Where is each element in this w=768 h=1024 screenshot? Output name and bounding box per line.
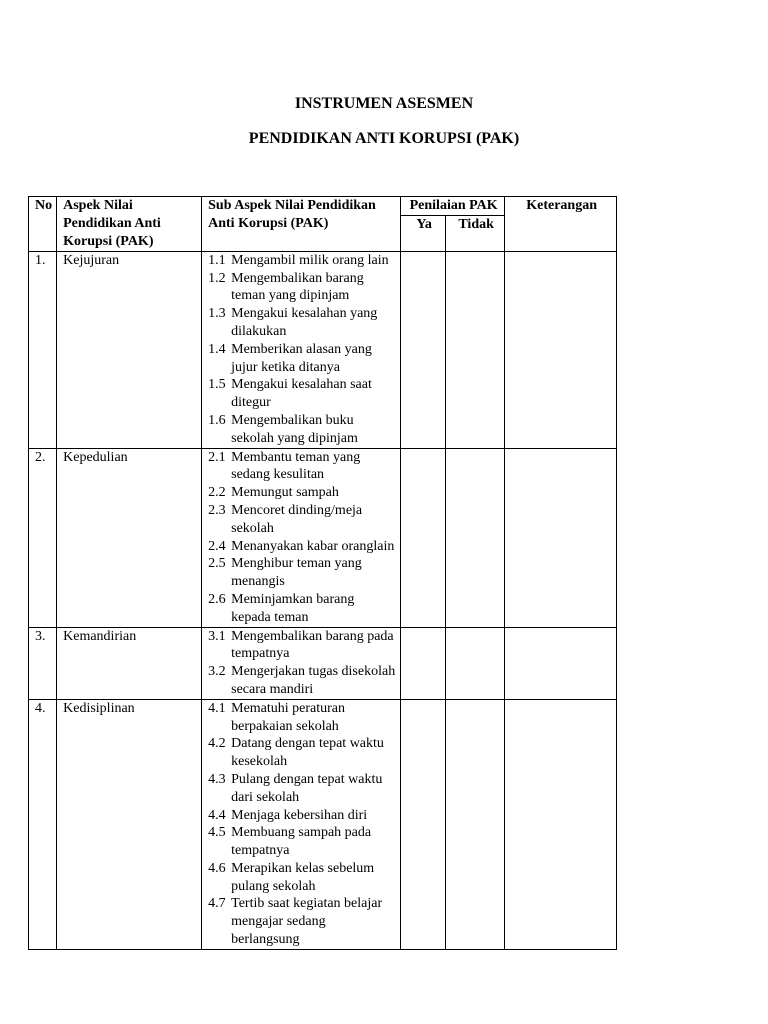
sub-aspect-number: 2.3 <box>208 502 226 518</box>
sub-aspect-text: Mengakui kesalahan yang dilakukan <box>231 306 378 339</box>
sub-aspect-cell <box>202 448 401 627</box>
sub-aspect-number: 4.7 <box>208 896 226 912</box>
sub-aspect-text: Menghibur teman yang menangis <box>231 556 362 590</box>
sub-aspect-number: 2.1 <box>208 449 226 465</box>
sub-aspect-item <box>208 305 396 341</box>
tidak-cell <box>446 627 505 699</box>
sub-aspect-text: Meminjamkan barang kepada teman <box>231 591 355 625</box>
aspect-cell: Kepedulian <box>57 448 202 627</box>
sub-aspect-number: 2.2 <box>208 485 226 501</box>
sub-aspect-item <box>208 860 396 896</box>
table-row <box>29 699 617 949</box>
document-subtitle: PENDIDIKAN ANTI KORUPSI (PAK) <box>248 130 520 147</box>
header-aspect: Aspek Nilai Pendidikan Anti Korupsi (PAK) <box>57 197 202 252</box>
sub-aspect-item <box>208 771 396 807</box>
sub-aspect-text: Memungut sampah <box>231 485 339 501</box>
sub-aspect-text: Merapikan kelas sebelum pulang sekolah <box>231 860 375 894</box>
sub-aspect-text: Mengembalikan barang teman yang dipinjam <box>231 270 364 304</box>
sub-aspect-item <box>208 895 396 948</box>
sub-aspect-text: Pulang dengan tepat waktu dari sekolah <box>231 771 383 805</box>
notes-cell <box>505 448 617 627</box>
sub-aspect-cell <box>202 627 401 699</box>
sub-aspect-item <box>208 591 396 627</box>
row-number: 2. <box>29 448 57 627</box>
sub-aspect-text: Menjaga kebersihan diri <box>231 807 368 823</box>
sub-aspect-item <box>208 341 396 377</box>
ya-cell <box>401 448 446 627</box>
table-row <box>29 448 617 627</box>
sub-aspect-item <box>208 484 396 502</box>
sub-aspect-item <box>208 555 396 591</box>
table-row <box>29 627 617 699</box>
aspect-cell: Kedisiplinan <box>57 699 202 949</box>
sub-aspect-item <box>208 700 396 736</box>
sub-aspect-item <box>208 735 396 771</box>
sub-aspect-number: 4.4 <box>208 807 226 823</box>
sub-aspect-text: Datang dengan tepat waktu kesekolah <box>231 736 384 770</box>
notes-cell <box>505 627 617 699</box>
sub-aspect-item <box>208 628 396 664</box>
sub-aspect-text: Mematuhi peraturan berpakaian sekolah <box>231 700 346 734</box>
sub-aspect-number: 1.5 <box>208 377 226 393</box>
ya-cell <box>401 251 446 448</box>
notes-cell <box>505 251 617 448</box>
ya-cell <box>401 699 446 949</box>
aspect-cell: Kemandirian <box>57 627 202 699</box>
row-number: 4. <box>29 699 57 949</box>
sub-aspect-item <box>208 502 396 538</box>
document-title: INSTRUMEN ASESMEN <box>294 95 474 112</box>
sub-aspect-text: Mengerjakan tugas disekolah secara mandiri <box>231 664 396 697</box>
sub-aspect-number: 4.2 <box>208 736 226 752</box>
tidak-cell <box>446 699 505 949</box>
sub-aspect-number: 1.4 <box>208 341 226 357</box>
header-notes: Keterangan <box>505 197 617 252</box>
sub-aspect-cell <box>202 251 401 448</box>
aspect-cell: Kejujuran <box>57 251 202 448</box>
header-tidak: Tidak <box>446 215 505 251</box>
row-number: 1. <box>29 251 57 448</box>
sub-aspect-item <box>208 270 396 306</box>
table-body <box>29 251 617 949</box>
sub-aspect-text: Menanyakan kabar oranglain <box>231 538 395 554</box>
sub-aspect-number: 3.1 <box>208 628 226 644</box>
tidak-cell <box>446 448 505 627</box>
sub-aspect-item <box>208 252 396 270</box>
sub-aspect-text: Mengembalikan buku sekolah yang dipinjam <box>231 412 358 446</box>
ya-cell <box>401 627 446 699</box>
sub-aspect-cell <box>202 699 401 949</box>
sub-aspect-number: 2.6 <box>208 591 226 607</box>
sub-aspect-text: Mengembalikan barang pada tempatnya <box>231 628 394 662</box>
sub-aspect-number: 1.1 <box>208 252 226 268</box>
sub-aspect-item <box>208 412 396 448</box>
sub-aspect-number: 1.3 <box>208 306 226 322</box>
sub-aspect-text: Tertib saat kegiatan belajar mengajar sedang berlangsung <box>231 896 383 948</box>
sub-aspect-text: Memberikan alasan yang jujur ketika ditanya <box>231 341 372 375</box>
header-assessment: Penilaian PAK <box>401 197 505 216</box>
sub-aspect-number: 1.2 <box>208 270 226 286</box>
tidak-cell <box>446 251 505 448</box>
sub-aspect-text: Mengambil milik orang lain <box>231 252 389 268</box>
sub-aspect-number: 4.3 <box>208 771 226 787</box>
sub-aspect-number: 4.6 <box>208 860 226 876</box>
sub-aspect-number: 2.5 <box>208 556 226 572</box>
sub-aspect-number: 3.2 <box>208 664 226 680</box>
sub-aspect-item <box>208 663 396 699</box>
sub-aspect-number: 2.4 <box>208 538 226 554</box>
sub-aspect-number: 1.6 <box>208 412 226 428</box>
header-sub-aspect: Sub Aspek Nilai Pendidikan Anti Korupsi (PAK) <box>202 197 401 252</box>
notes-cell <box>505 699 617 949</box>
sub-aspect-number: 4.5 <box>208 825 226 841</box>
sub-aspect-item <box>208 538 396 556</box>
header-no: No <box>29 197 57 252</box>
sub-aspect-item <box>208 807 396 825</box>
sub-aspect-text: Membantu teman yang sedang kesulitan <box>231 449 361 483</box>
sub-aspect-text: Mengakui kesalahan saat ditegur <box>231 377 372 411</box>
assessment-table <box>28 196 617 950</box>
sub-aspect-item <box>208 449 396 485</box>
row-number: 3. <box>29 627 57 699</box>
sub-aspect-text: Mencoret dinding/meja sekolah <box>231 502 363 536</box>
table-row <box>29 251 617 448</box>
sub-aspect-item <box>208 376 396 412</box>
header-ya: Ya <box>401 215 446 251</box>
sub-aspect-item <box>208 824 396 860</box>
sub-aspect-number: 4.1 <box>208 700 226 716</box>
sub-aspect-text: Membuang sampah pada tempatnya <box>231 825 372 859</box>
